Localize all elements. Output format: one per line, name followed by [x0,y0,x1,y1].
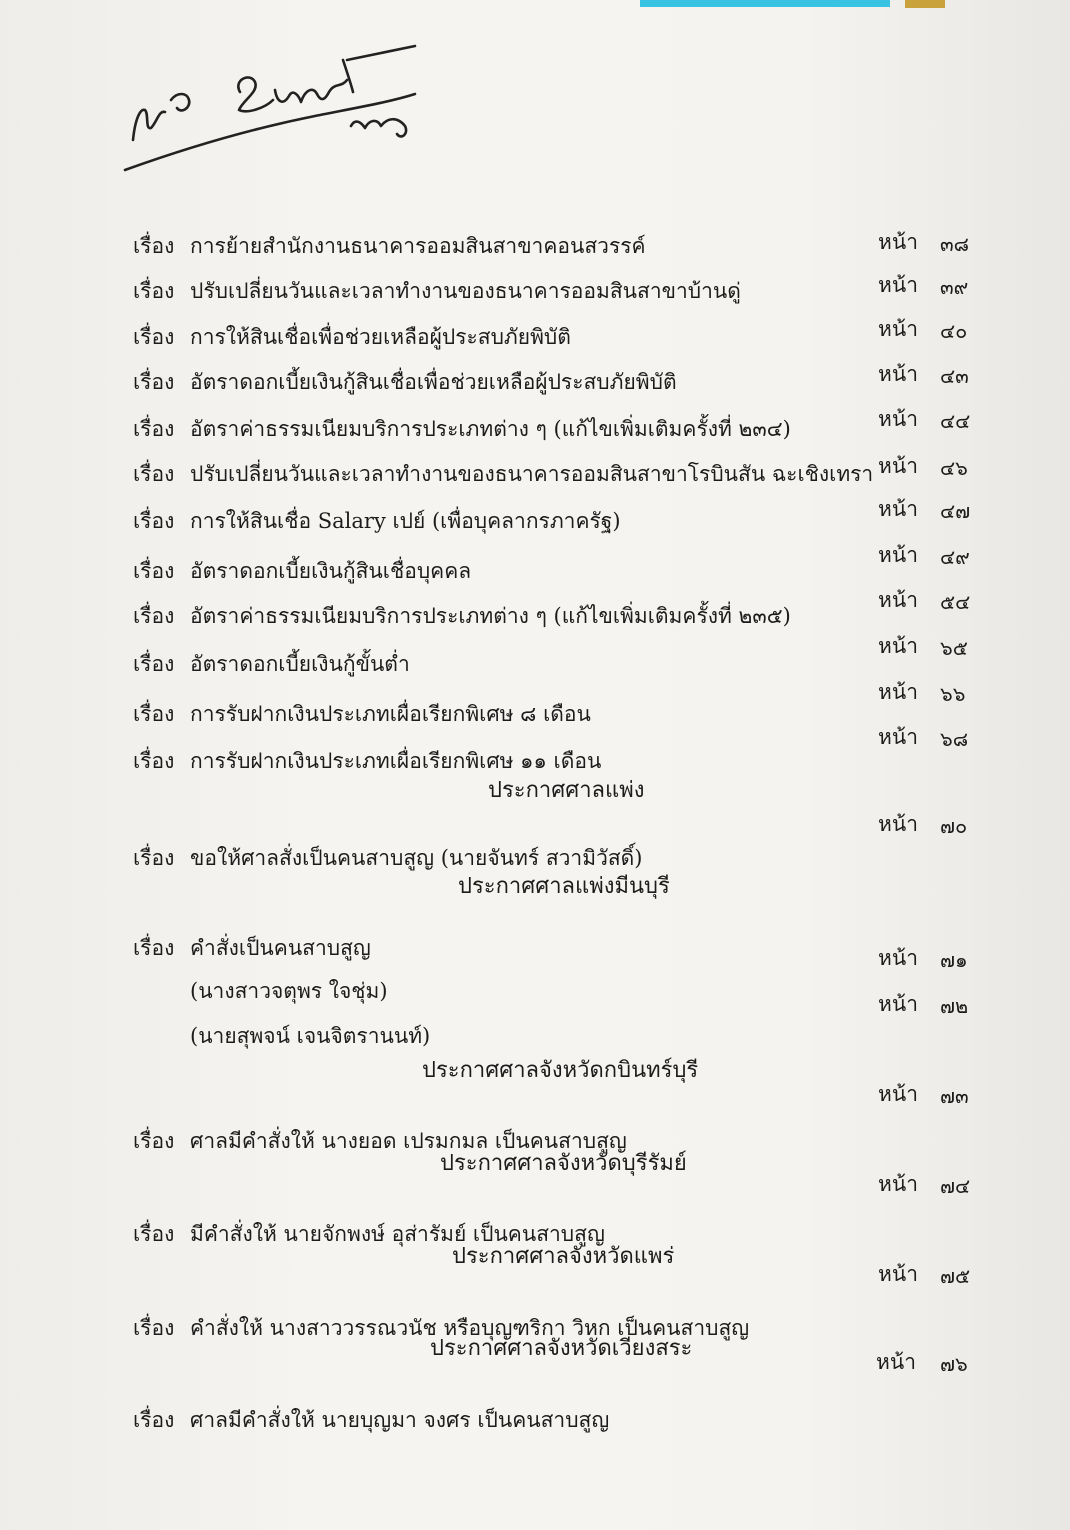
row-prefix: เรื่อง [133,846,175,870]
row-prefix: เรื่อง [133,652,175,676]
entry-title: การให้สินเชื่อ Salary เปย์ (เพื่อบุคลากรภาครัฐ) [190,509,621,533]
page-label: หน้า [878,317,918,341]
entry-title: อัตราดอกเบี้ยเงินกู้สินเชื่อบุคคล [190,559,472,583]
page-number: ๔๙ [940,545,970,569]
page-label: หน้า [878,230,918,254]
handwritten-signature [115,30,435,180]
page-label: หน้า [878,946,918,970]
toc-row[interactable] [0,362,1070,406]
section-heading: ประกาศศาลจังหวัดบุรีรัมย์ [440,1151,687,1176]
toc-row[interactable] [0,454,1070,498]
top-edge-mark [905,0,945,8]
row-prefix: เรื่อง [133,749,175,773]
entry-title: คำสั่งให้ นางสาววรรณวนัช หรือบุญฑริกา วิหก เป็นคนสาบสูญ [190,1316,750,1340]
row-prefix: เรื่อง [133,559,175,583]
row-prefix: เรื่อง [133,417,175,441]
row-prefix: เรื่อง [133,1129,175,1153]
page-number: ๗๒ [940,994,969,1018]
page-label: หน้า [878,273,918,297]
toc-row[interactable] [0,317,1070,361]
page-number: ๖๖ [940,682,966,706]
page-number: ๓๘ [940,232,970,256]
page-label: หน้า [878,992,918,1016]
entry-title: อัตราดอกเบี้ยเงินกู้ขั้นต่ำ [190,652,410,676]
page-number: ๔๗ [940,499,971,523]
page-number: ๗๓ [940,1084,969,1108]
row-prefix: เรื่อง [133,1408,175,1432]
entry-subtitle: (นายสุพจน์ เจนจิตรานนท์) [190,1024,431,1048]
entry-title: การให้สินเชื่อเพื่อช่วยเหลือผู้ประสบภัยพิบัติ [190,325,571,349]
section-heading: ประกาศศาลแพ่ง [488,778,645,803]
top-edge-strip [640,0,890,7]
toc-row[interactable] [0,230,1070,270]
page-label: หน้า [878,362,918,386]
row-prefix: เรื่อง [133,462,175,486]
entry-title: ศาลมีคำสั่งให้ นางยอด เปรมกมล เป็นคนสาบสูญ [190,1129,627,1153]
page-number: ๔๐ [940,319,968,343]
row-prefix: เรื่อง [133,936,175,960]
page-label: หน้า [878,1082,918,1106]
entry-title: อัตราค่าธรรมเนียมบริการประเภทต่าง ๆ (แก้ไขเพิ่มเติมครั้งที่ ๒๓๔) [190,417,791,441]
page-label: หน้า [878,725,918,749]
entry-title: การรับฝากเงินประเภทเผื่อเรียกพิเศษ ๘ เดือน [190,702,591,726]
entry-title: ขอให้ศาลสั่งเป็นคนสาบสูญ (นายจันทร์ สวามิวัสดิ์) [190,846,643,870]
row-prefix: เรื่อง [133,1222,175,1246]
entry-title: อัตราดอกเบี้ยเงินกู้สินเชื่อเพื่อช่วยเหลือผู้ประสบภัยพิบัติ [190,370,677,394]
page-label: หน้า [878,812,918,836]
entry-title: ปรับเปลี่ยนวันและเวลาทำงานของธนาคารออมสินสาขาโรบินสัน ฉะเชิงเทรา [190,462,874,486]
section-heading: ประกาศศาลแพ่งมีนบุรี [458,874,670,899]
page-number: ๖๘ [940,727,969,751]
page-label: หน้า [878,454,918,478]
page-label: หน้า [878,634,918,658]
entry-title: อัตราค่าธรรมเนียมบริการประเภทต่าง ๆ (แก้ไขเพิ่มเติมครั้งที่ ๒๓๕) [190,604,791,628]
entry-title: ศาลมีคำสั่งให้ นายบุญมา จงศร เป็นคนสาบสูญ [190,1408,610,1432]
row-prefix: เรื่อง [133,279,175,303]
row-prefix: เรื่อง [133,370,175,394]
page-number: ๔๓ [940,364,969,388]
entry-title: ปรับเปลี่ยนวันและเวลาทำงานของธนาคารออมสินสาขาบ้านดู่ [190,279,741,303]
row-prefix: เรื่อง [133,325,175,349]
page-number: ๔๔ [940,409,971,433]
entry-title: การย้ายสำนักงานธนาคารออมสินสาขาคอนสวรรค์ [190,234,646,258]
row-prefix: เรื่อง [133,604,175,628]
page-label: หน้า [878,407,918,431]
page-label: หน้า [878,588,918,612]
row-prefix: เรื่อง [133,1316,175,1340]
toc-row[interactable] [0,407,1070,453]
row-prefix: เรื่อง [133,702,175,726]
row-prefix: เรื่อง [133,234,175,258]
section-heading: ประกาศศาลจังหวัดกบินทร์บุรี [422,1058,699,1083]
entry-title: มีคำสั่งให้ นายจักพงษ์ อุส่ารัมย์ เป็นคนสาบสูญ [190,1222,605,1246]
entry-title: คำสั่งเป็นคนสาบสูญ [190,936,371,960]
page-label: หน้า [878,680,918,704]
row-prefix: เรื่อง [133,509,175,533]
page-number: ๖๕ [940,636,968,660]
page-label: หน้า [878,1172,918,1196]
page-number: ๗๕ [940,1264,971,1288]
page-number: ๗๔ [940,1174,971,1198]
page-label: หน้า [878,1262,918,1286]
entry-title: การรับฝากเงินประเภทเผื่อเรียกพิเศษ ๑๑ เดือน [190,749,602,773]
page-label: หน้า [878,543,918,567]
page-number: ๕๔ [940,590,971,614]
section-heading: ประกาศศาลจังหวัดเวียงสระ [430,1336,693,1361]
page-number: ๔๖ [940,456,968,480]
toc-row[interactable] [0,1404,1070,1444]
section-heading: ประกาศศาลจังหวัดแพร่ [452,1244,675,1269]
page-number: ๓๙ [940,275,969,299]
page-label: หน้า [876,1350,916,1374]
page-number: ๗๐ [940,814,968,838]
toc-row[interactable] [0,275,1070,315]
page-number: ๗๖ [940,1352,968,1376]
page-number: ๗๑ [940,948,968,972]
entry-subtitle: (นางสาวจตุพร ใจชุ่ม) [190,979,388,1003]
page-label: หน้า [878,497,918,521]
